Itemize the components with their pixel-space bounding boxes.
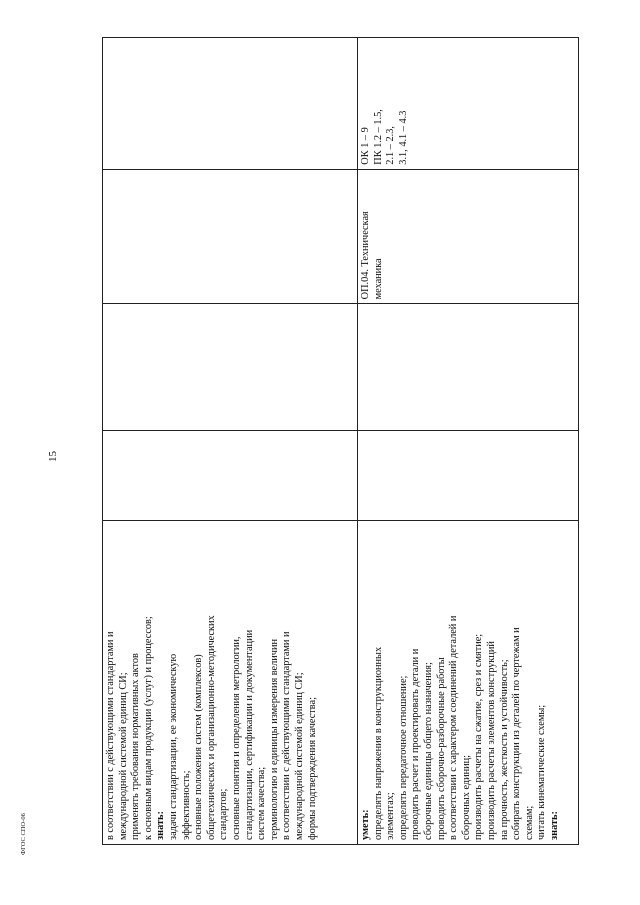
text-line: международной системой единиц СИ; [293, 672, 305, 840]
footer-mark: ФГОС СПО-06 [20, 813, 27, 855]
competency-line: ОК 1 – 9 [360, 127, 371, 165]
competencies-cell [103, 38, 357, 170]
text-line: элементах; [385, 792, 397, 840]
discipline-line: ОП.04. Техническая [360, 211, 371, 300]
text-line: определять напряжения в конструкционных [372, 646, 384, 840]
text-line: международной системой единиц СИ; [117, 672, 129, 840]
discipline-cell [358, 170, 578, 305]
text-line: знать: [548, 811, 560, 840]
text-line: сборочные единицы общего назначения; [422, 662, 434, 840]
skills-cell [358, 521, 578, 844]
text-line: на прочность, жесткость и устойчивость; [498, 659, 510, 840]
text-line: основные положения систем (комплексов) [193, 654, 205, 840]
table-row [102, 37, 358, 845]
text-line: систем качества; [256, 766, 268, 840]
text-line: к основным видам продукции (услуг) и процессов; [142, 616, 154, 840]
discipline-cell [103, 170, 357, 305]
hours-max-cell [103, 431, 357, 521]
text-line: проводить сборочно-разборочные работы [435, 657, 447, 840]
hours-cell [358, 304, 578, 431]
text-line: основные понятия и определения метрологии, [230, 636, 242, 840]
text-line: читать кинематические схемы; [536, 704, 548, 840]
text-line: производить расчеты на сжатие, срез и смятие; [473, 633, 485, 840]
text-line: в соответствии с действующими стандартами и [105, 631, 116, 840]
competency-line: ПК 1.2 – 1.5, [372, 109, 384, 165]
skills-cell [103, 521, 357, 844]
text-line: знать: [155, 811, 167, 840]
text-line: производить расчеты элементов конструкций [485, 641, 497, 840]
text-line: в соответствии с характером соединений деталей и [448, 615, 460, 840]
text-line: терминологию и единицы измерения величин [268, 639, 280, 840]
text-line: задачи стандартизации, ее экономическую [167, 653, 179, 840]
text-line: схемам; [523, 805, 535, 840]
text-line: в соответствии с действующими стандартами и [281, 631, 293, 840]
page-number: 15 [47, 451, 59, 462]
text-line: применять требования нормативных актов [130, 653, 142, 840]
text-line: сборочных единиц; [460, 754, 472, 840]
text-line: проводить расчет и проектировать детали и [410, 648, 422, 840]
competency-table [102, 37, 581, 845]
text-line: собирать конструкции из деталей по чертежам и [511, 627, 523, 840]
text-line: эффективность; [180, 770, 192, 840]
hours-cell [103, 304, 357, 431]
text-line: формы подтверждения качества; [306, 697, 318, 840]
hours-max-cell [358, 431, 578, 521]
competency-line: 2.1 – 2.3, [385, 126, 397, 165]
text-line: стандартов; [218, 788, 230, 840]
text-line: определять передаточное отношение; [397, 675, 409, 840]
competency-line: 3.1, 4.1 – 4.3 [397, 110, 409, 165]
table-row [358, 37, 579, 845]
text-line: общетехнических и организационно-методических [205, 615, 217, 840]
text-line: стандартизации, сертификации и документации [243, 629, 255, 840]
competencies-cell [358, 38, 578, 170]
discipline-line: механика [372, 258, 384, 300]
text-line: уметь: [360, 809, 371, 840]
